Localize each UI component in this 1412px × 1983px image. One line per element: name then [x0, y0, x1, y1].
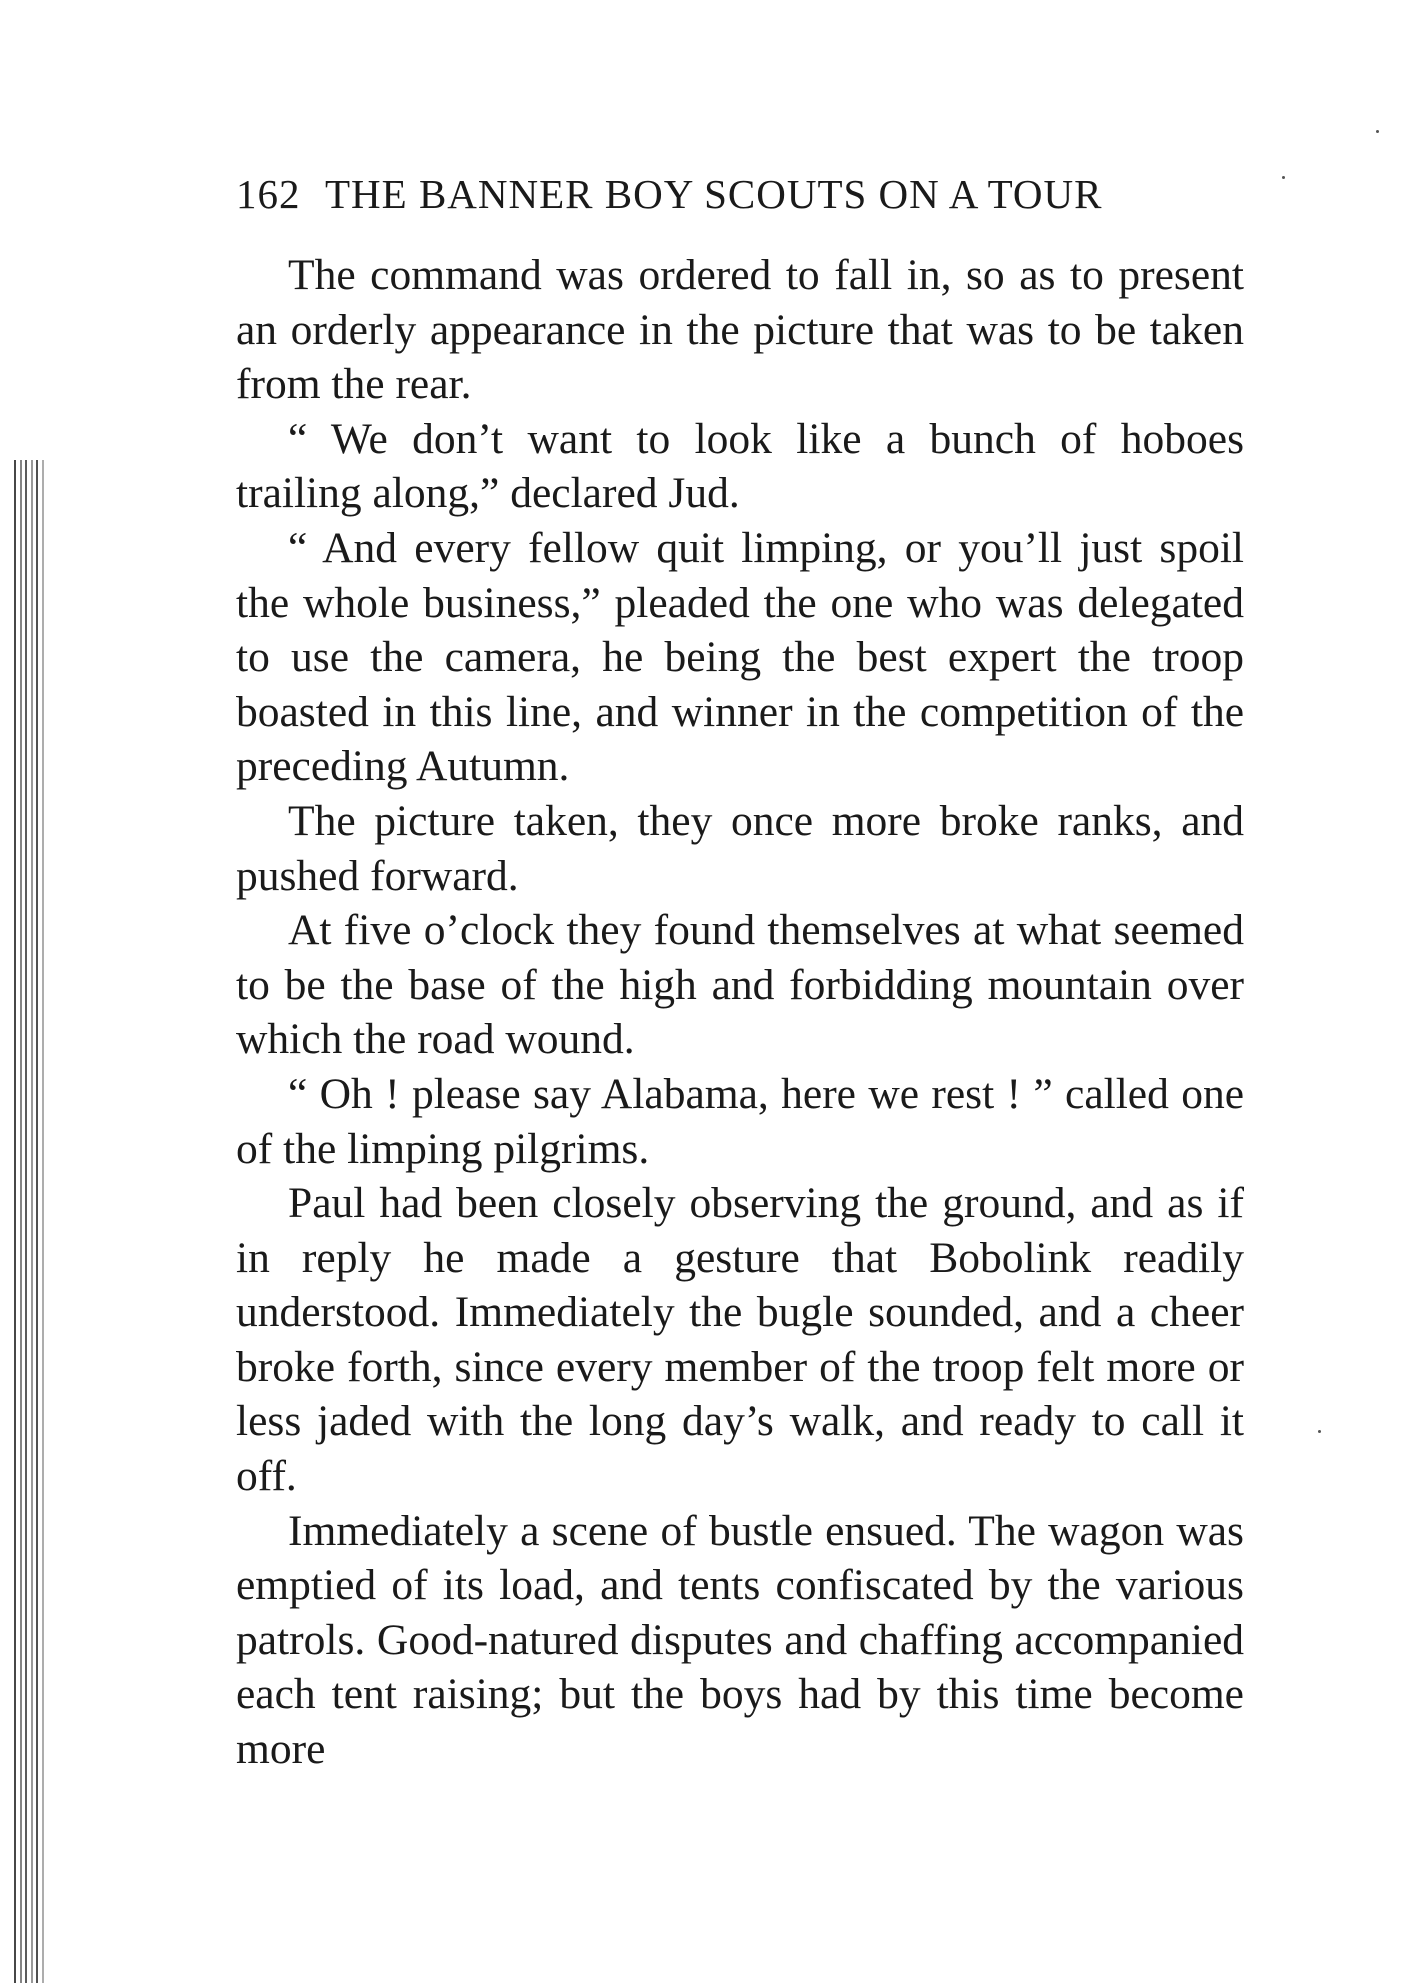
paragraph: The command was ordered to fall in, so as to present an orderly appearance in the picture that was to be taken from the rear. [236, 251, 1244, 409]
scan-speck [1318, 1430, 1321, 1433]
paragraph: Immediately a scene of bustle ensued. The wagon was emptied of its load, and tents confiscated by the various patrols. Good-natured disputes and chaffing accompanied each tent raising; but the boys had by this time become more [236, 1506, 1244, 1774]
scan-speck [1282, 176, 1285, 179]
paragraph: “ We don’t want to look like a bunch of hoboes trailing along,” declared Jud. [236, 414, 1244, 518]
paragraph: Paul had been closely observing the ground, and as if in reply he made a gesture that Bobolink readily understood. Immediately the bugle sounded, and a cheer broke forth, since every member of the troop felt more or less jaded with the long day’s walk, and ready to call it off. [236, 1179, 1244, 1501]
body-text [236, 248, 1244, 1777]
scan-speck [1376, 130, 1379, 133]
paragraph: “ And every fellow quit limping, or you’ll just spoil the whole business,” pleaded the one who was delegated to use the camera, he being the best expert the troop boasted in this line, and winner in the competition of the preceding Autumn. [236, 523, 1244, 791]
paragraph: The picture taken, they once more broke ranks, and pushed forward. [236, 796, 1244, 900]
page-number: 162 [236, 171, 301, 217]
running-head [236, 168, 1244, 220]
running-head-title: THE BANNER BOY SCOUTS ON A TOUR [325, 171, 1103, 217]
binding-gutter-lines [14, 460, 50, 1983]
paragraph: “ Oh ! please say Alabama, here we rest ! ” called one of the limping pilgrims. [236, 1069, 1244, 1173]
paragraph: At five o’clock they found themselves at what seemed to be the base of the high and forbidding mountain over which the road wound. [236, 906, 1244, 1064]
